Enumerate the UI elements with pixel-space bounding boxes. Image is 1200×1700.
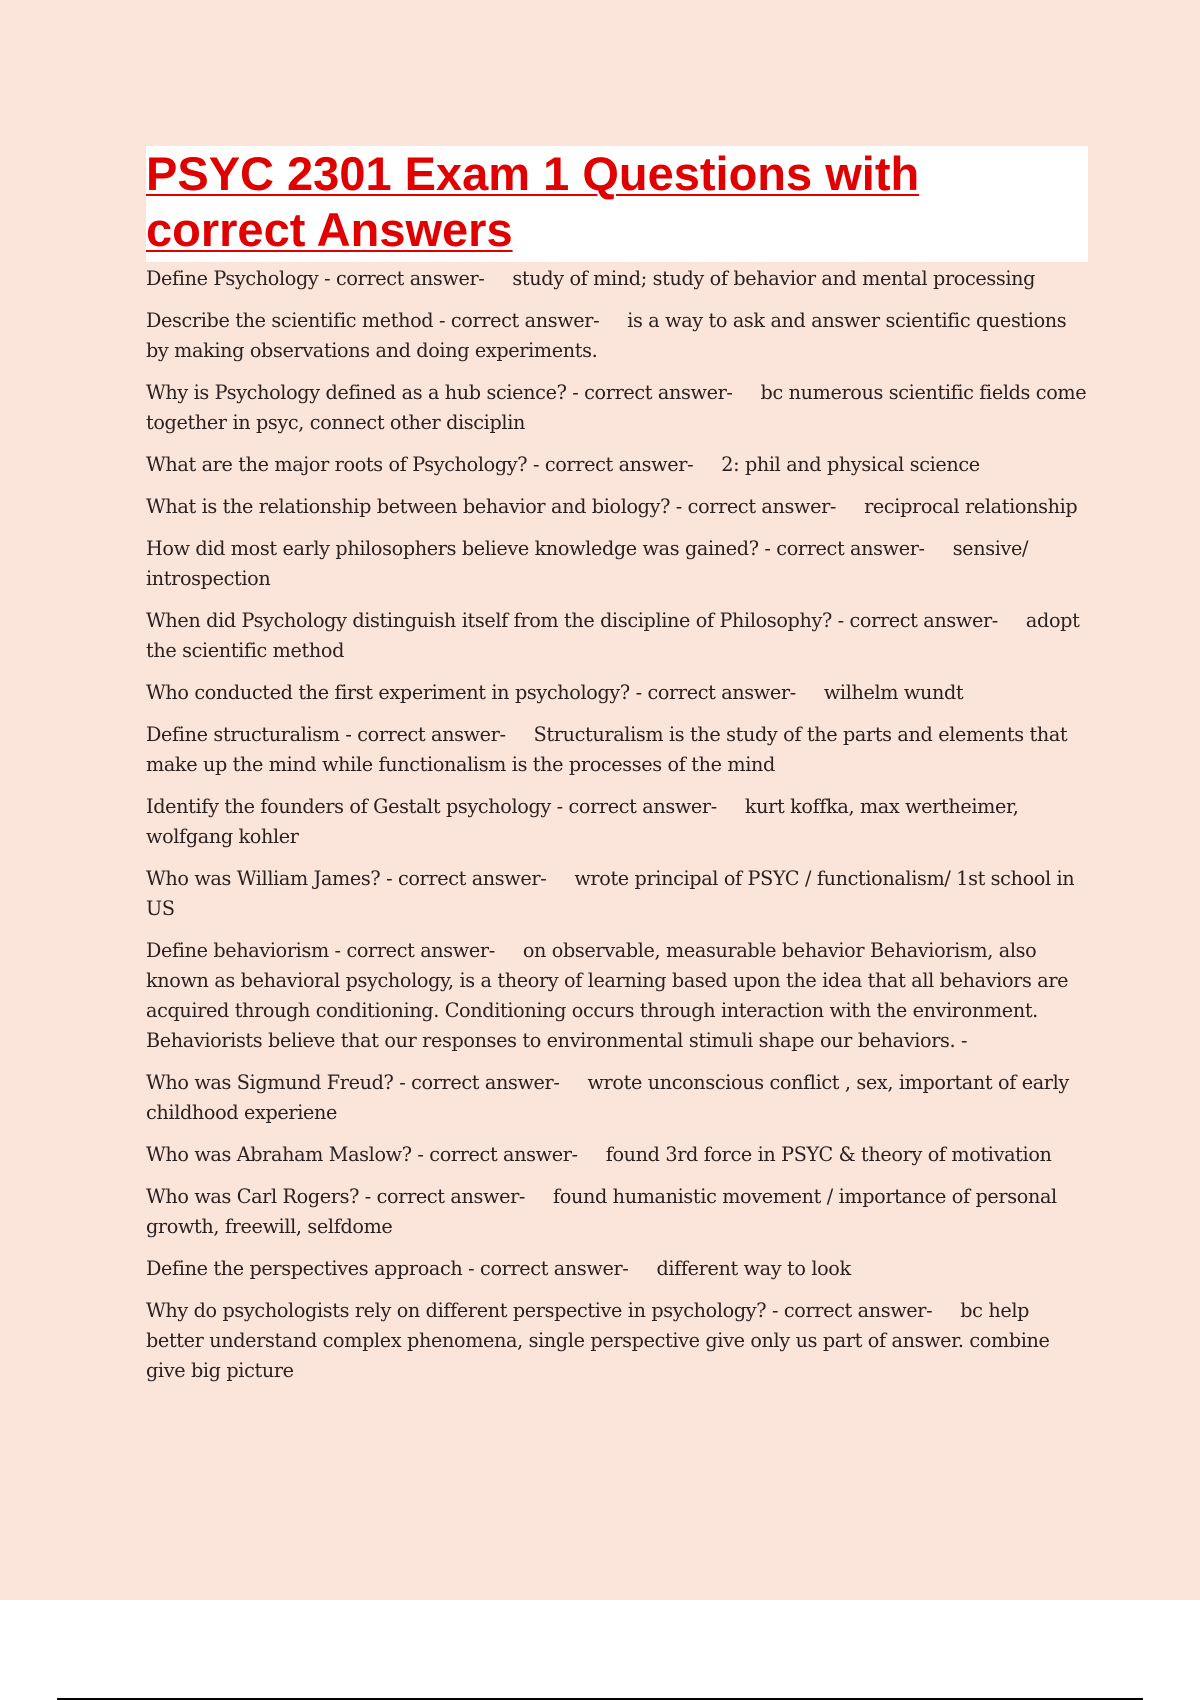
question-text: How did most early philosophers believe knowledge was gained? <box>146 537 759 560</box>
answer-connector: - correct answer- <box>339 723 506 746</box>
answer-text: is a way to ask and answer scientific questions by making observations and doing experiments. <box>146 309 1067 362</box>
answer-connector: - correct answer- <box>670 495 837 518</box>
answer-text: wrote principal of PSYC / functionalism/ 1st school in US <box>146 867 1075 920</box>
answer-connector: - correct answer- <box>766 1299 933 1322</box>
answer-text: wrote unconscious conflict , sex, important of early childhood experiene <box>146 1071 1069 1124</box>
qa-item <box>146 864 1088 924</box>
question-text: Who was Sigmund Freud? <box>146 1071 394 1094</box>
qa-item <box>146 450 1088 480</box>
answer-text: wilhelm wundt <box>823 681 964 704</box>
question-text: What are the major roots of Psychology? <box>146 453 528 476</box>
answer-text: reciprocal relationship <box>864 495 1078 518</box>
qa-item <box>146 1254 1088 1284</box>
question-text: Define the perspectives approach <box>146 1257 463 1280</box>
qa-item <box>146 492 1088 522</box>
question-text: Who conducted the first experiment in psychology? <box>146 681 630 704</box>
question-text: Who was Carl Rogers? <box>146 1185 360 1208</box>
question-text: Why is Psychology defined as a hub science? <box>146 381 567 404</box>
answer-text: found 3rd force in PSYC & theory of motivation <box>605 1143 1052 1166</box>
answer-text: study of mind; study of behavior and mental processing <box>512 267 1036 290</box>
question-text: Define behaviorism <box>146 939 329 962</box>
answer-connector: - correct answer- <box>831 609 998 632</box>
question-text: Define Psychology <box>146 267 319 290</box>
answer-text: bc numerous scientific fields come together in psyc, connect other disciplin <box>146 381 1087 434</box>
answer-text: found humanistic movement / importance of personal growth, freewill, selfdome <box>146 1185 1057 1238</box>
answer-connector: - correct answer- <box>462 1257 629 1280</box>
question-text: Who was Abraham Maslow? <box>146 1143 412 1166</box>
answer-text: different way to look <box>656 1257 851 1280</box>
answer-text: bc help better understand complex phenomena, single perspective give only us part of answer. combine give big picture <box>146 1299 1050 1382</box>
document-title: PSYC 2301 Exam 1 Questions with correct Answers <box>146 147 920 256</box>
answer-text: kurt koffka, max wertheimer, wolfgang kohler <box>146 795 1019 848</box>
question-text: Describe the scientific method <box>146 309 434 332</box>
question-text: What is the relationship between behavior and biology? <box>146 495 671 518</box>
qa-item <box>146 606 1088 666</box>
qa-item <box>146 678 1088 708</box>
qa-item <box>146 306 1088 366</box>
qa-item <box>146 534 1088 594</box>
qa-item <box>146 936 1088 1056</box>
answer-connector: - correct answer- <box>527 453 694 476</box>
answer-text: Structuralism is the study of the parts and elements that make up the mind while functionalism is the processes of the mind <box>146 723 1068 776</box>
question-text: When did Psychology distinguish itself from the discipline of Philosophy? <box>146 609 832 632</box>
qa-item <box>146 1140 1088 1170</box>
answer-connector: - correct answer- <box>328 939 495 962</box>
answer-connector: - correct answer- <box>550 795 717 818</box>
question-text: Who was William James? <box>146 867 381 890</box>
qa-item <box>146 264 1088 294</box>
answer-connector: - correct answer- <box>393 1071 560 1094</box>
answer-text: adopt the scientific method <box>146 609 1080 662</box>
qa-item <box>146 720 1088 780</box>
answer-connector: - correct answer- <box>411 1143 578 1166</box>
question-text: Identify the founders of Gestalt psychology <box>146 795 551 818</box>
qa-item <box>146 1182 1088 1242</box>
answer-text: on observable, measurable behavior Behaviorism, also known as behavioral psychology, is a theory of learning based upon the idea that all behaviors are acquired through conditioning. Conditioning occurs through interaction with the environment. Behaviorists believe that our responses to environmental stimuli shape our behaviors. - <box>146 939 1069 1052</box>
qa-item <box>146 1068 1088 1128</box>
qa-item <box>146 1296 1088 1386</box>
question-text: Why do psychologists rely on different perspective in psychology? <box>146 1299 767 1322</box>
answer-text: sensive/ introspection <box>146 537 1029 590</box>
document-content <box>146 146 1088 1398</box>
answer-connector: - correct answer- <box>318 267 485 290</box>
answer-connector: - correct answer- <box>359 1185 526 1208</box>
title-box <box>146 146 1088 262</box>
answer-connector: - correct answer- <box>433 309 600 332</box>
qa-item <box>146 792 1088 852</box>
answer-connector: - correct answer- <box>566 381 733 404</box>
answer-text: 2: phil and physical science <box>721 453 980 476</box>
answer-connector: - correct answer- <box>629 681 796 704</box>
answer-connector: - correct answer- <box>758 537 925 560</box>
question-text: Define structuralism <box>146 723 340 746</box>
qa-item <box>146 378 1088 438</box>
answer-connector: - correct answer- <box>380 867 547 890</box>
